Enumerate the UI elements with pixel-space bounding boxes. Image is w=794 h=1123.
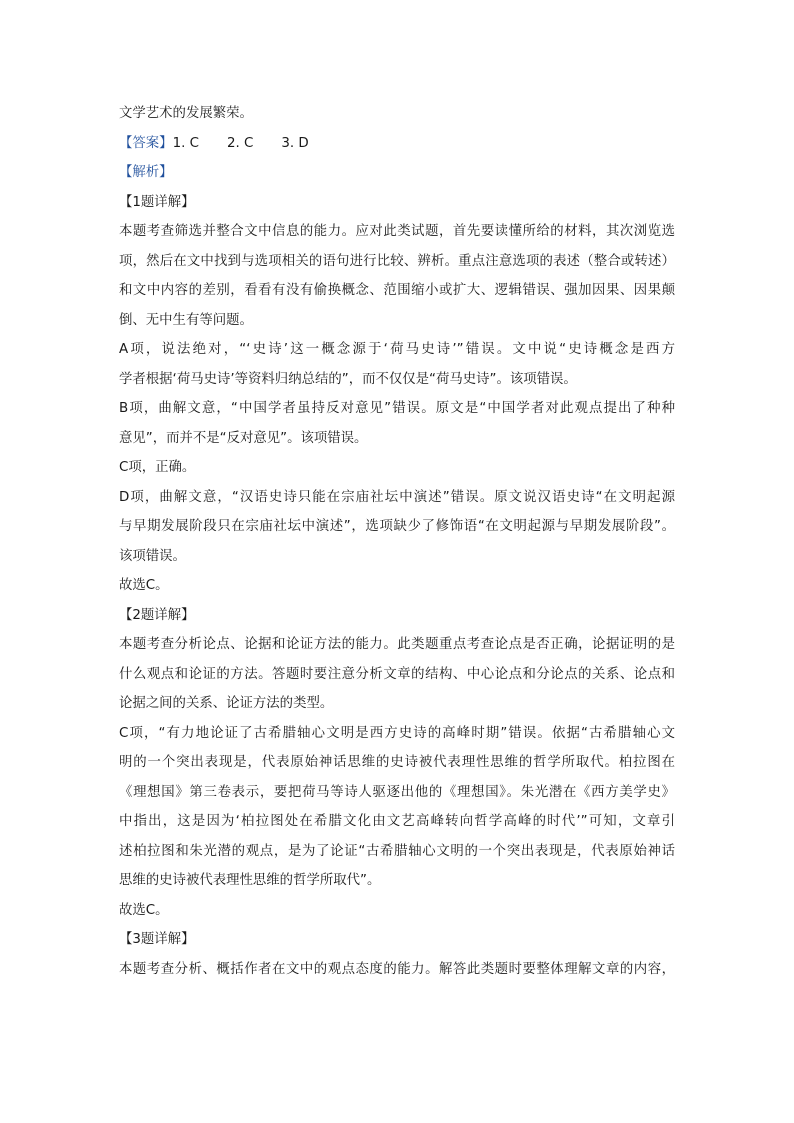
q1-line: 倒、无中生有等问题。 — [119, 312, 253, 328]
q1-option-b-line: 意见”，而并不是“反对意见”。该项错误。 — [119, 430, 368, 446]
analysis-heading: 【解析】 — [119, 165, 173, 180]
q1-line: 和文中内容的差别，看看有没有偷换概念、范围缩小或扩大、逻辑错误、强加因果、因果颠 — [119, 283, 675, 298]
q1-option-a-line: A项，说法绝对，“‘史诗’这一概念源于‘荷马史诗’”错误。文中说“史诗概念是西方 — [119, 342, 675, 357]
answer-2: 2. C — [226, 135, 254, 151]
q3-header: 【3题详解】 — [119, 932, 195, 947]
q2-option-c-line: 中指出，这是因为‘柏拉图处在希腊文化由文艺高峰转向哲学高峰的时代’”可知，文章引 — [119, 814, 675, 829]
q1-option-c-line: C项，正确。 — [119, 460, 196, 475]
q3-line: 本题考查分析、概括作者在文中的观点态度的能力。解答此类题时要整体理解文章的内容， — [119, 961, 675, 977]
q2-conclusion: 故选C。 — [119, 902, 169, 918]
q1-conclusion: 故选C。 — [119, 578, 169, 593]
q1-option-b-line: B项，曲解文意，“中国学者虽持反对意见”错误。原文是“中国学者对此观点提出了种种 — [119, 401, 675, 416]
answer-3: 3. D — [281, 135, 309, 151]
q2-line: 什么观点和论证的方法。答题时要注意分析文章的结构、中心论点和分论点的关系、论点和 — [119, 666, 675, 682]
answer-1: 1. C — [172, 135, 199, 151]
q2-option-c-line: 思维的史诗被代表理性思维的哲学所取代”。 — [119, 873, 381, 888]
q1-option-a-line: 学者根据‘荷马史诗’等资料归纳总结的”，而不仅仅是“荷马史诗”。该项错误。 — [119, 371, 577, 387]
q2-option-c-line: 明的一个突出表现是，代表原始神话思维的史诗被代表理性思维的哲学所取代。柏拉图在 — [119, 755, 675, 770]
intro-tail-line: 文学艺术的发展繁荣。 — [119, 106, 253, 121]
q2-line: 本题考查分析论点、论据和论证方法的能力。此类题重点考查论点是否正确，论据证明的是 — [119, 637, 675, 652]
answer-tag: 【答案】 — [119, 135, 173, 151]
q2-header: 【2题详解】 — [119, 607, 195, 623]
q2-option-c-line: C项，“有力地论证了古希腊轴心文明是西方史诗的高峰时期”错误。依据“古希腊轴心文 — [119, 725, 675, 741]
q1-header: 【1题详解】 — [119, 194, 195, 210]
q1-line: 本题考查筛选并整合文中信息的能力。应对此类试题，首先要读懂所给的材料，其次浏览选 — [119, 224, 675, 239]
answer-line — [119, 129, 675, 159]
q1-option-d-line: D项，曲解文意，“汉语史诗只能在宗庙社坛中演述”错误。原文说汉语史诗“在文明起源 — [119, 489, 675, 505]
q2-line: 论据之间的关系、论证方法的类型。 — [119, 696, 334, 711]
q1-option-d-line: 该项错误。 — [119, 548, 186, 564]
document-body — [119, 99, 675, 984]
q1-line: 项，然后在文中找到与选项相关的语句进行比较、辨析。重点注意选项的表述（整合或转述） — [119, 253, 675, 269]
q2-option-c-line: 述柏拉图和朱光潜的观点，是为了论证“古希腊轴心文明的一个突出表现是，代表原始神话 — [119, 843, 675, 859]
q1-option-d-line: 与早期发展阶段只在宗庙社坛中演述”，选项缺少了修饰语“在文明起源与早期发展阶段”。 — [119, 519, 675, 534]
q2-option-c-line: 《理想国》第三卷表示，要把荷马等诗人驱逐出他的《理想国》。朱光潜在《西方美学史》 — [119, 784, 675, 800]
